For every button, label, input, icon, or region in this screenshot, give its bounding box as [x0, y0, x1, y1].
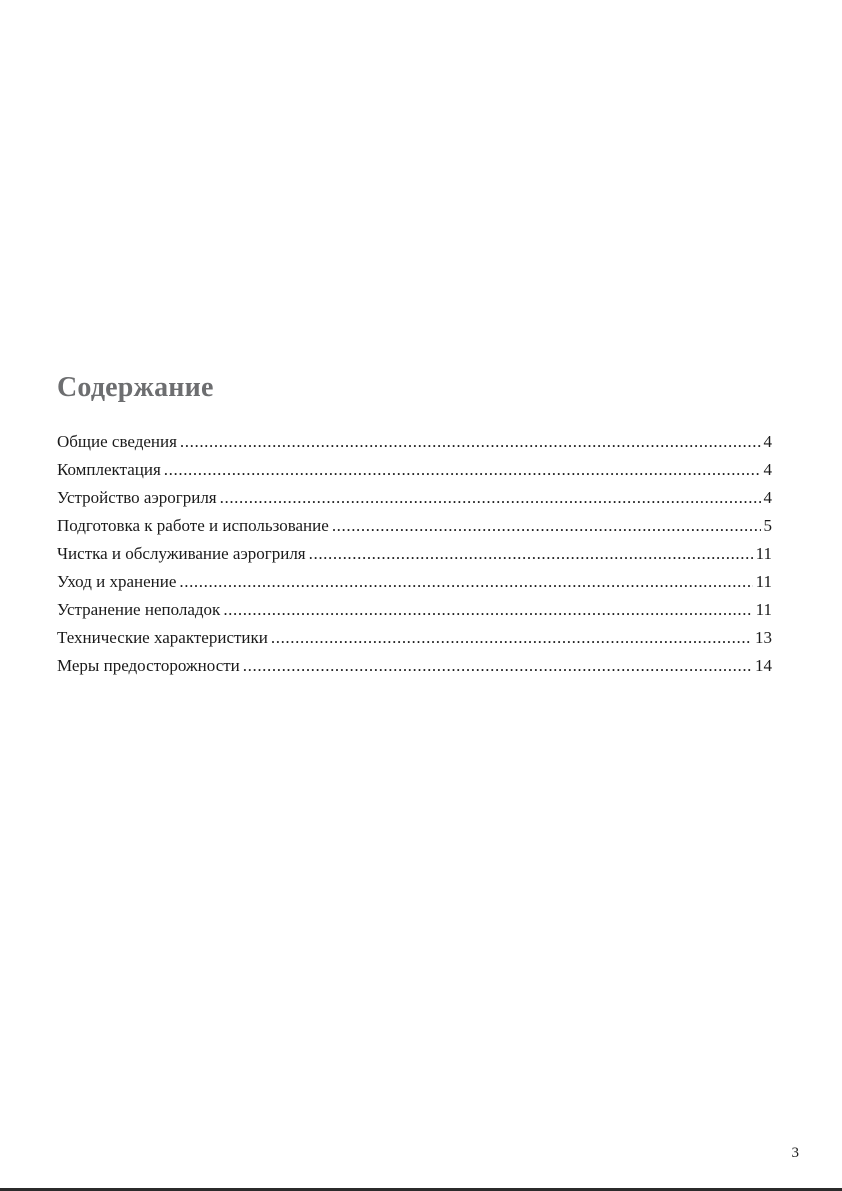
page-number: 3 [791, 1145, 799, 1161]
toc-entry-title: Устранение неполадок [57, 600, 221, 619]
toc-entry [57, 568, 772, 596]
toc-entry [57, 540, 772, 568]
toc-entry-title: Общие сведения [57, 432, 177, 451]
toc-entry-page: 4 [763, 432, 772, 451]
toc-entry-title: Чистка и обслуживание аэрогриля [57, 544, 306, 563]
toc-dot-leader [223, 596, 752, 624]
toc-entry [57, 484, 772, 512]
toc-dot-leader [180, 428, 761, 456]
toc-entry-page: 14 [755, 656, 772, 675]
toc-dot-leader [332, 512, 761, 540]
toc-entry-title: Комплектация [57, 460, 161, 479]
toc-entry-title: Устройство аэрогриля [57, 488, 217, 507]
toc-entry-title: Технические характеристики [57, 628, 268, 647]
toc-dot-leader [179, 568, 752, 596]
toc-dot-leader [220, 484, 761, 512]
toc-entry-page: 13 [755, 628, 772, 647]
toc-entry [57, 512, 772, 540]
toc-entry-title: Подготовка к работе и использование [57, 516, 329, 535]
toc-entry-page: 11 [755, 600, 772, 619]
toc-entry [57, 652, 772, 680]
toc-entry [57, 596, 772, 624]
toc-dot-leader [243, 652, 752, 680]
toc-dot-leader [164, 456, 761, 484]
toc-entry [57, 428, 772, 456]
toc-entry [57, 624, 772, 652]
toc-entry-page: 5 [763, 516, 772, 535]
toc-entry-title: Меры предосторожности [57, 656, 240, 675]
toc-dot-leader [309, 540, 753, 568]
toc-dot-leader [271, 624, 752, 652]
toc-entry-page: 11 [755, 544, 772, 563]
toc-heading: Содержание [57, 372, 214, 403]
toc-entry [57, 456, 772, 484]
toc-entry-title: Уход и хранение [57, 572, 177, 591]
toc-entry-page: 4 [763, 488, 772, 507]
toc-list [57, 428, 772, 680]
toc-entry-page: 4 [763, 460, 772, 479]
toc-entry-page: 11 [755, 572, 772, 591]
